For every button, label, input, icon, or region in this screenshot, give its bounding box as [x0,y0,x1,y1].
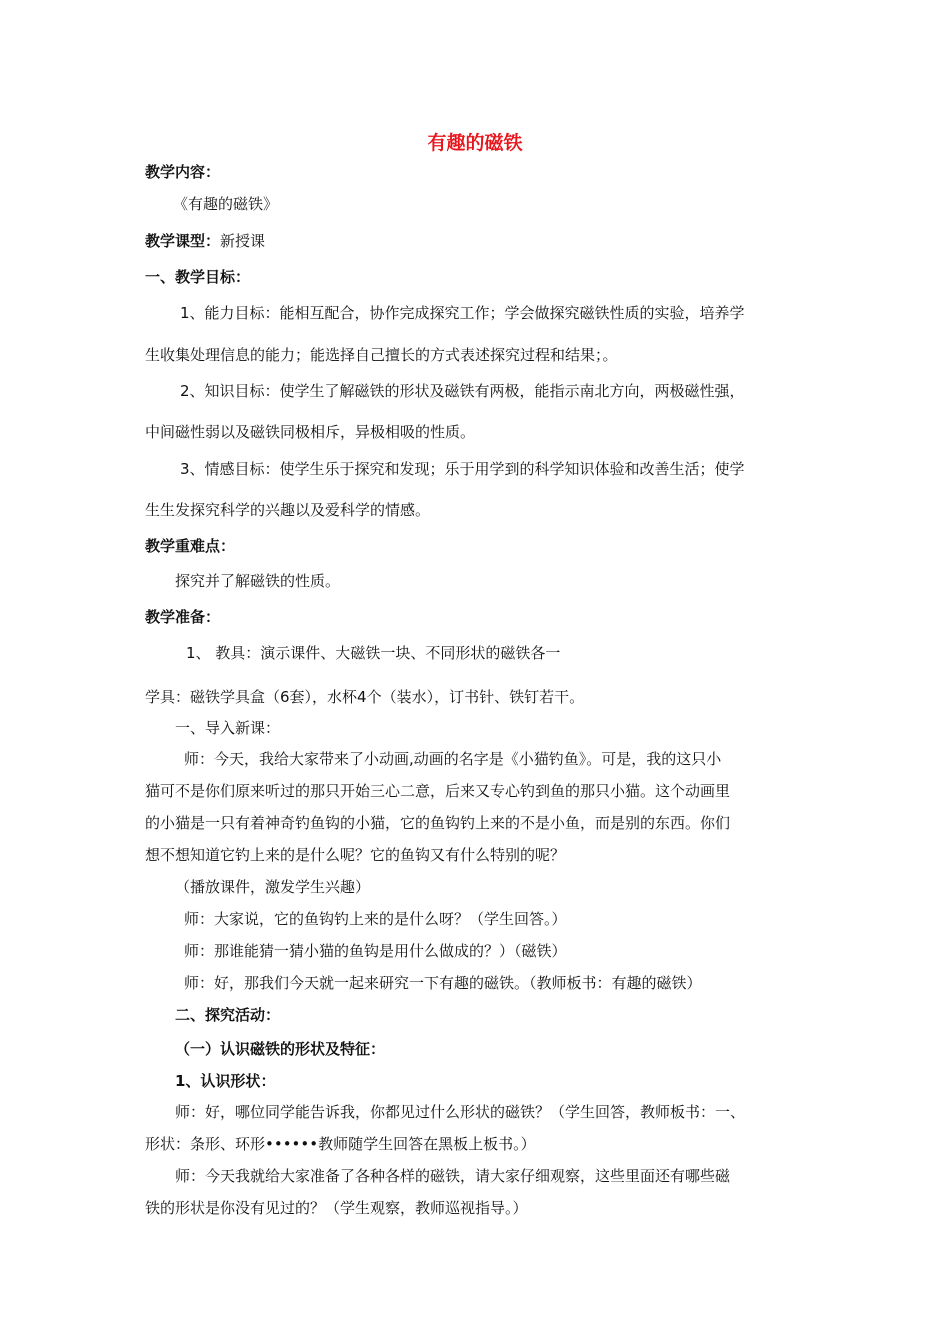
paragraph-line: 铁的形状是你没有见过的？（学生观察，教师巡视指导。） [145,1199,528,1217]
paragraph-line: （播放课件，激发学生兴趣） [175,878,371,896]
paragraph-line: 1、能力目标：能相互配合，协作完成探究工作；学会做探究磁铁性质的实验，培养学 [180,304,745,322]
paragraph-line: 师：今天，我给大家带来了小动画,动画的名字是《小猫钓鱼》。可是，我的这只小 [184,750,722,768]
paragraph-line: 中间磁性弱以及磁铁同极相斥，异极相吸的性质。 [145,423,476,441]
paragraph-line: 师：好，哪位同学能告诉我，你都见过什么形状的磁铁？（学生回答，教师板书：一、 [175,1103,746,1121]
paragraph-line: 形状：条形、环形••••••教师随学生回答在黑板上板书。） [145,1135,536,1153]
paragraph-line: 的小猫是一只有着神奇钓鱼钩的小猫，它的鱼钩钓上来的不是小鱼，而是别的东西。你们 [145,814,731,832]
paragraph-line: 师：今天我就给大家准备了各种各样的磁铁，请大家仔细观察，这些里面还有哪些磁 [175,1167,731,1185]
lesson-type-value: 新授课 [220,232,266,250]
paragraph-line: 学具：磁铁学具盒（6套），水杯4个（装水），订书针、铁钉若干。 [145,688,585,706]
heading-shape: 1、认识形状： [175,1072,276,1090]
paragraph-line: 师：那谁能猜一猜小猫的鱼钩是用什么做成的？）（磁铁） [184,942,567,960]
paragraph-line: 探究并了解磁铁的性质。 [175,572,341,590]
paragraph-line: 生收集处理信息的能力；能选择自己擅长的方式表述探究过程和结果；。 [145,346,618,364]
lesson-type-line [145,231,820,251]
heading-teaching-content: 教学内容： [145,163,221,181]
heading-intro: 一、导入新课： [175,719,281,737]
heading-lesson-type: 教学课型： [145,232,221,250]
heading-key-points: 教学重难点： [145,537,236,555]
paragraph-line: 生生发探究科学的兴趣以及爱科学的情感。 [145,501,431,519]
paragraph-line: 猫可不是你们原来听过的那只开始三心二意，后来又专心钓到鱼的那只小猫。这个动画里 [145,782,731,800]
paragraph-line: 想不想知道它钓上来的是什么呢？它的鱼钩又有什么特别的呢？ [145,846,566,864]
heading-subsection: （一）认识磁铁的形状及特征： [175,1040,386,1058]
paragraph-line: 2、知识目标：使学生了解磁铁的形状及磁铁有两极，能指示南北方向，两极磁性强， [180,382,745,400]
page-title: 有趣的磁铁 [427,132,523,154]
heading-preparation: 教学准备： [145,608,221,626]
paragraph-line: 3、情感目标：使学生乐于探究和发现；乐于用学到的科学知识体验和改善生活；使学 [180,460,745,478]
paragraph-line: 师：大家说，它的鱼钩钓上来的是什么呀？（学生回答。） [184,910,567,928]
paragraph-line: 《有趣的磁铁》 [173,195,279,213]
heading-teaching-goals: 一、教学目标： [145,268,251,286]
heading-activities: 二、探究活动： [175,1006,281,1024]
paragraph-line: 师：好，那我们今天就一起来研究一下有趣的磁铁。（教师板书：有趣的磁铁） [184,974,702,992]
paragraph-line: 1、 教具：演示课件、大磁铁一块、不同形状的磁铁各一 [186,644,561,662]
